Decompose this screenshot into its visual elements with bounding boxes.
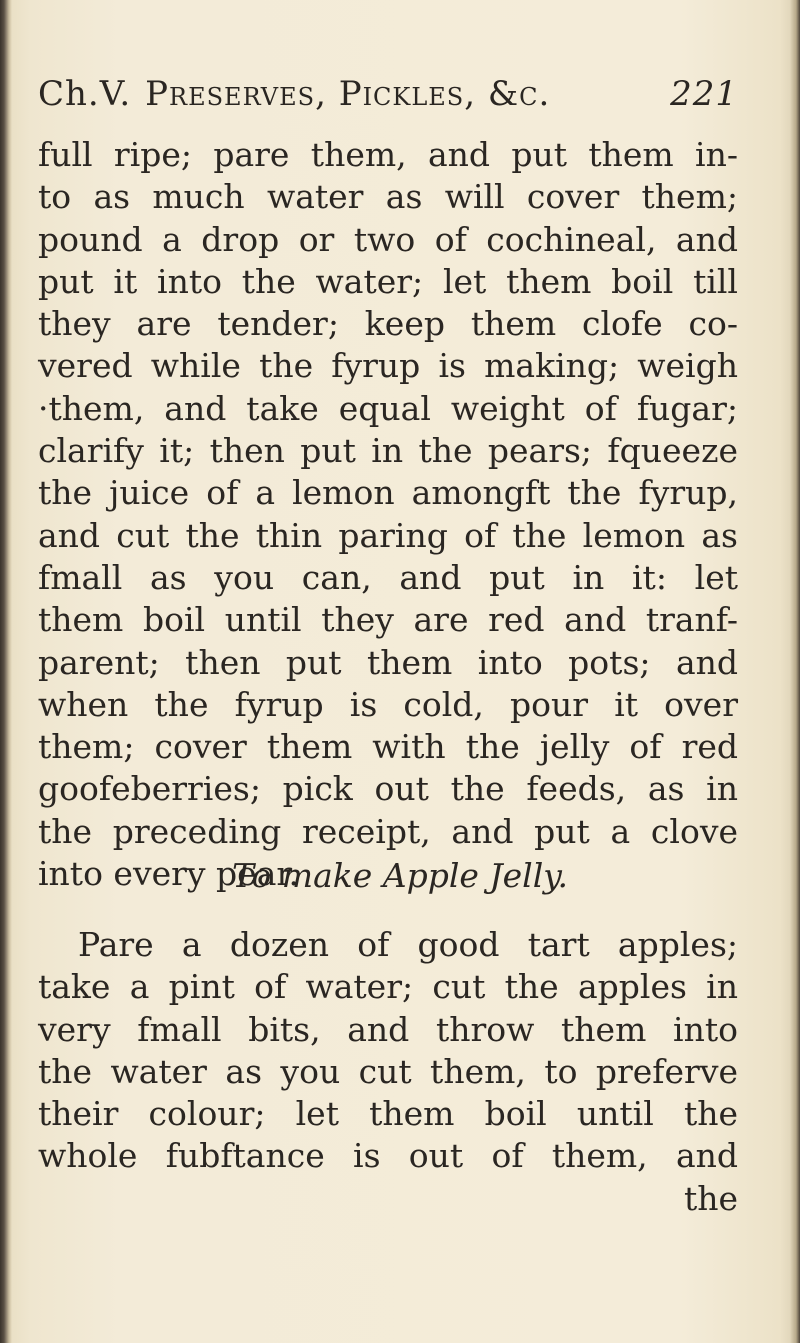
page-outer-edge bbox=[790, 0, 800, 1343]
text-line: into every pear. bbox=[38, 854, 300, 894]
text-line: full ripe; pare them, and put them in- bbox=[38, 135, 738, 174]
paragraph-pears bbox=[38, 134, 738, 895]
text-line: they are tender; keep them clofe co- bbox=[38, 304, 738, 344]
text-line: take a pint of water; cut the apples in bbox=[38, 967, 738, 1007]
text-line: vered while the fyrup is making; weigh bbox=[38, 346, 738, 386]
paragraph-apple-jelly bbox=[38, 924, 738, 1220]
page-binding-edge bbox=[0, 0, 12, 1343]
text-line: very fmall bits, and throw them into bbox=[38, 1009, 738, 1049]
text-line: the juice of a lemon amongft the fyrup, bbox=[38, 473, 738, 513]
text-line: whole fubftance is out of them, and bbox=[38, 1136, 738, 1176]
text-line: to as much water as will cover them; bbox=[38, 177, 738, 217]
text-line: clarify it; then put in the pears; fqueeze bbox=[38, 431, 738, 471]
catchword: the bbox=[683, 1178, 738, 1218]
text-line: the preceding receipt, and put a clove bbox=[38, 811, 738, 851]
text-line: their colour; let them boil until the bbox=[38, 1094, 738, 1134]
text-line: pound a drop or two of cochineal, and bbox=[38, 219, 738, 259]
text-line: ·them, and take equal weight of fugar; bbox=[38, 388, 738, 428]
text-line: the water as you cut them, to preferve bbox=[38, 1051, 738, 1091]
running-head bbox=[38, 74, 550, 114]
text-line: them; cover them with the jelly of red bbox=[38, 727, 738, 767]
text-line: when the fyrup is cold, pour it over bbox=[38, 684, 738, 724]
text-line: Pare a dozen of good tart apples; bbox=[78, 925, 738, 964]
chapter-title: Preserves, Pickles, &c. bbox=[145, 74, 551, 114]
running-header bbox=[38, 74, 738, 122]
chapter-number: Ch.V. bbox=[38, 74, 132, 114]
text-line: fmall as you can, and put in it: let bbox=[38, 557, 738, 597]
text-line: them boil until they are red and tranf- bbox=[38, 600, 738, 640]
text-line: goofeberries; pick out the feeds, as in bbox=[38, 769, 738, 809]
text-line: parent; then put them into pots; and bbox=[38, 642, 738, 682]
recipe-heading: To make Apple Jelly. bbox=[231, 856, 569, 895]
text-line: and cut the thin paring of the lemon as bbox=[38, 515, 738, 555]
page-number: 221 bbox=[670, 74, 738, 114]
text-line: put it into the water; let them boil till bbox=[38, 261, 738, 301]
